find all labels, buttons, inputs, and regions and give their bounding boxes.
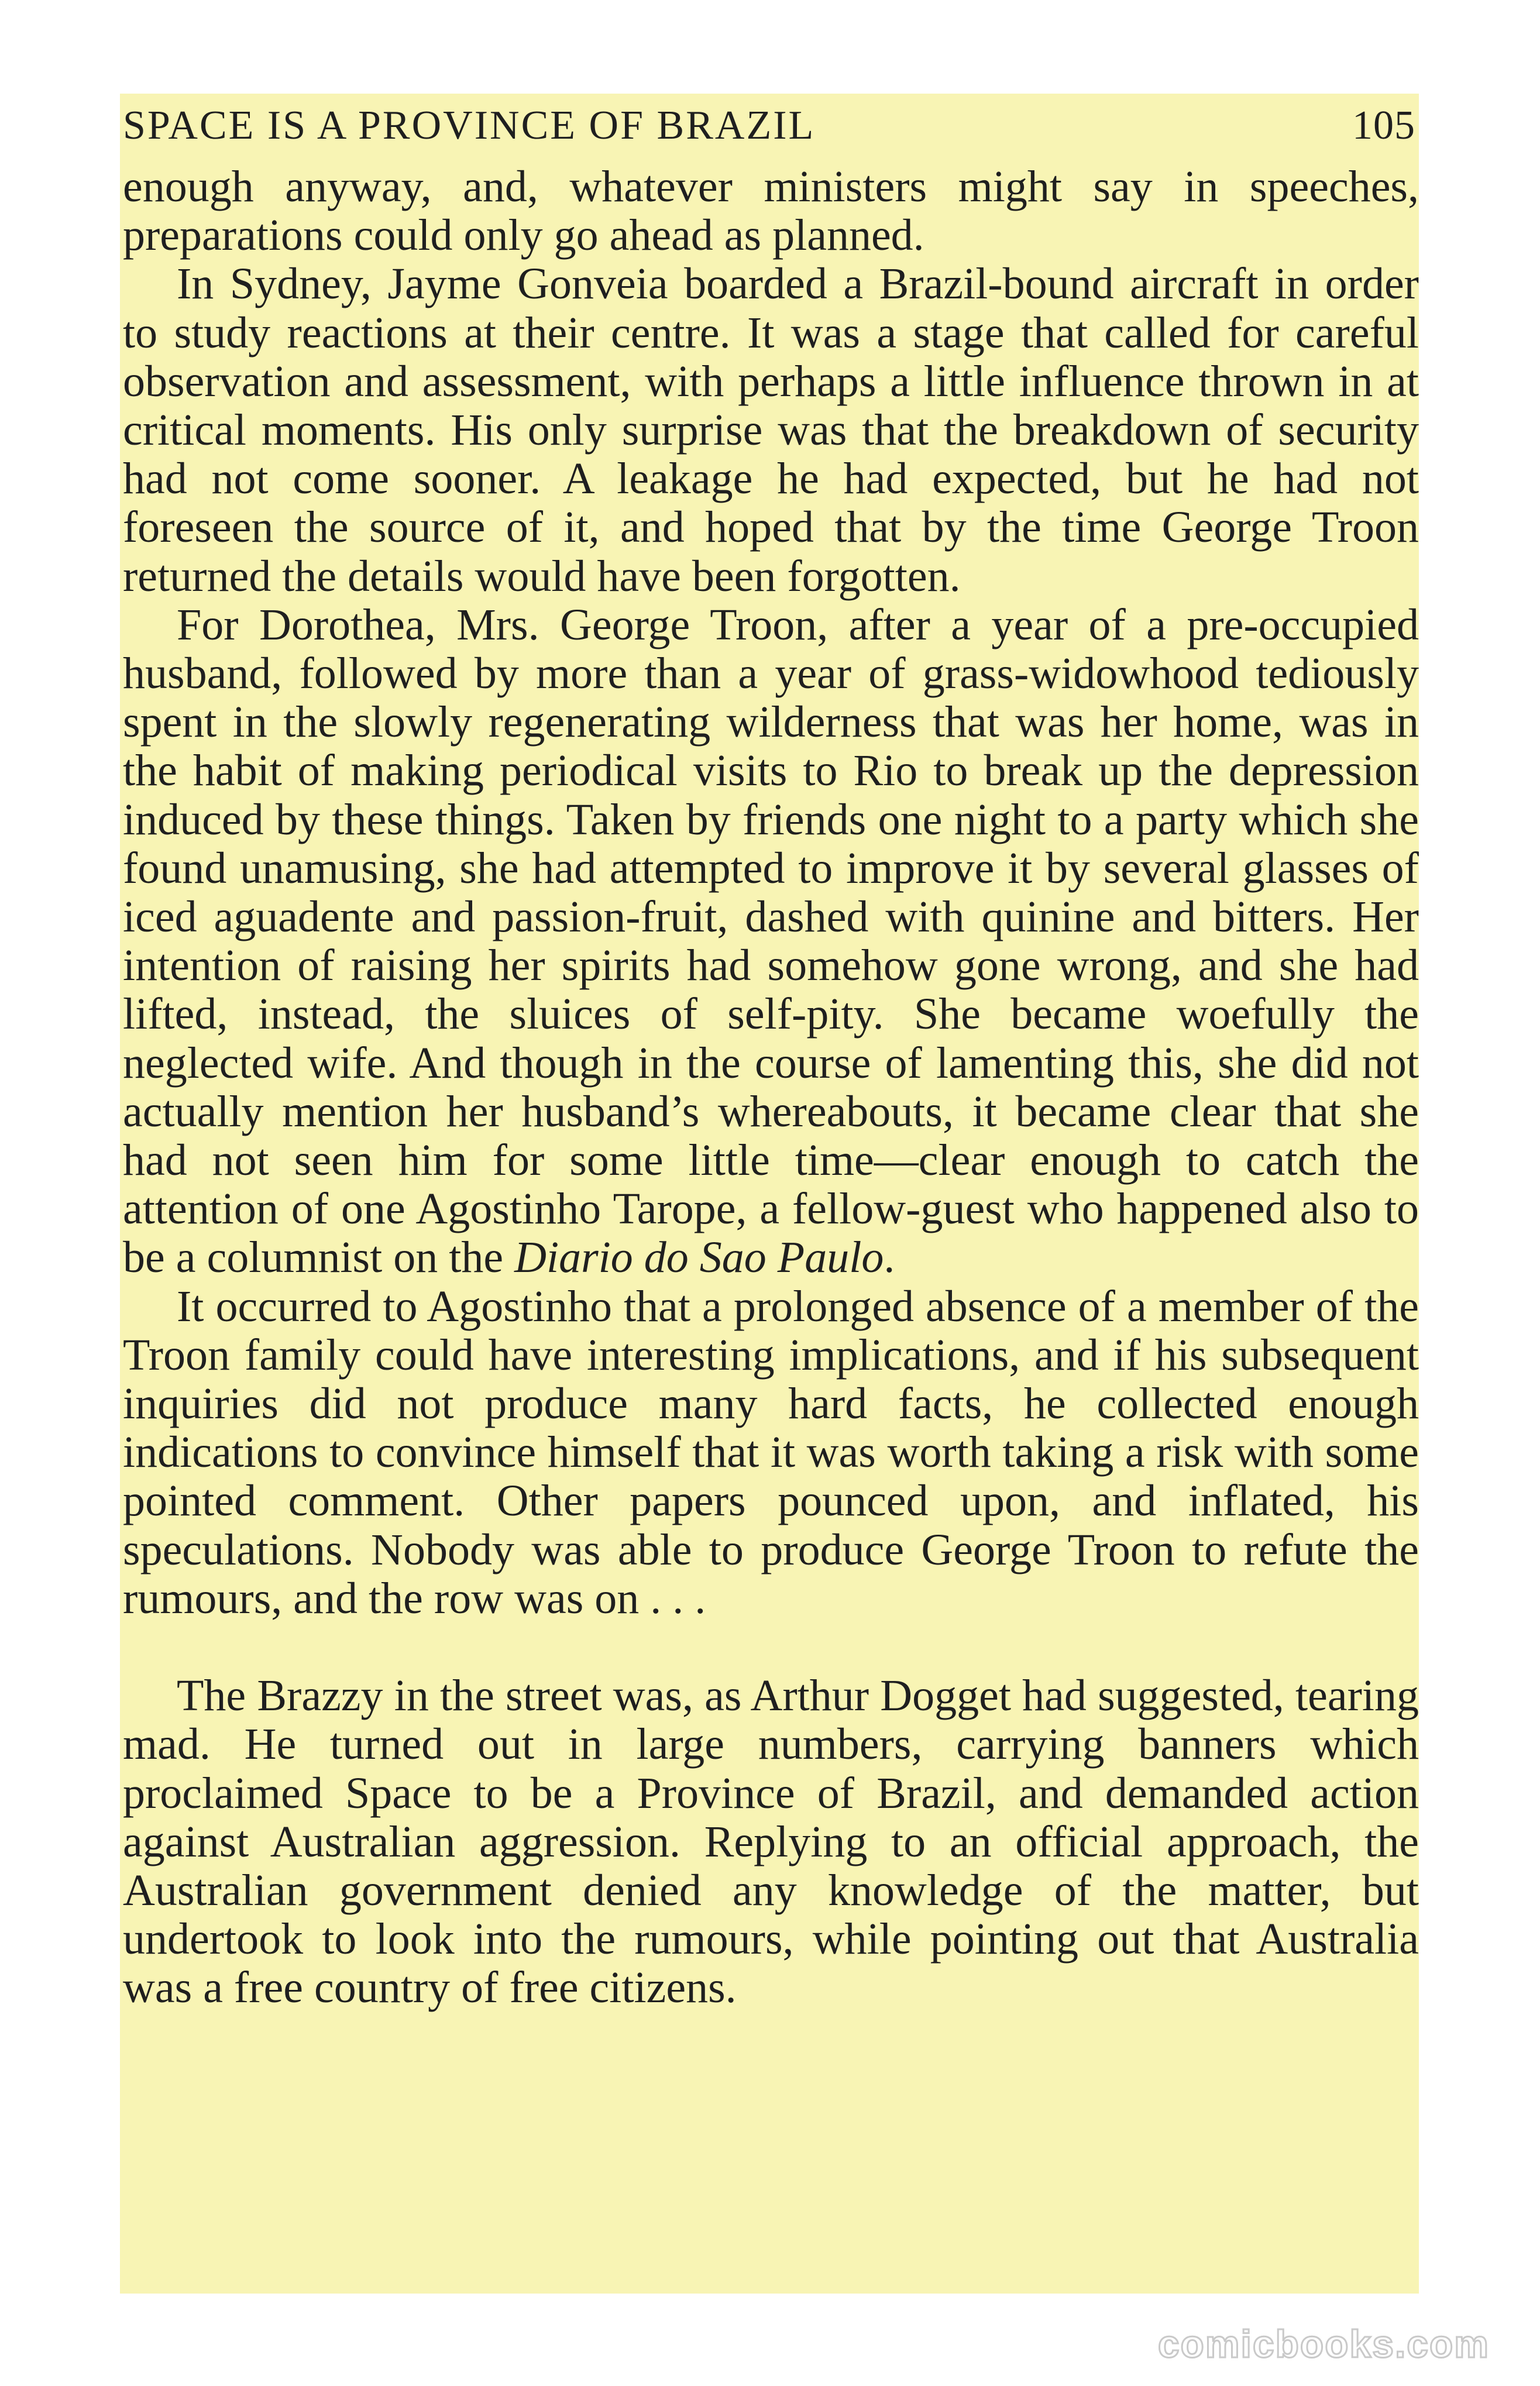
paragraph-dorothea-text: For Dorothea, Mrs. George Troon, after a year of a pre-occupied husband, followed by more than a year of grass-widowhood tediously spent in the slowly regenerating wilderness that was her home, was in the habit of making periodical visits to Rio to break up the depression induced by these things. Taken by friends one night to a party which she found unamusing, she had attempted to improve it by several glasses of iced aguadente and passion-fruit, dashed with quinine and bitters. Her intention of raising her spirits had somehow gone wrong, and she had lifted, instead, the sluices of self-pity. She became woefully the neglected wife. And though in the course of lamenting this, she did not actually mention her husband’s whereabouts, it became clear that she had not seen him for some little time—clear enough to catch the attention of one Agostinho Tarope, a fellow-guest who happened also to be a columnist on the — [123, 600, 1419, 1283]
watermark-logo: comicbooks.com — [1157, 2322, 1490, 2366]
paragraph-brazzy: The Brazzy in the street was, as Arthur Dogget had suggested, tearing mad. He turned out in large numbers, carrying banners which proclaimed Space to be a Province of Brazil, and demanded action against Australian aggression. Replying to an official approach, the Australian government denied any knowledge of the matter, but undertook to look into the rumours, while pointing out that Australia was a free country of free citizens. — [123, 1671, 1419, 2013]
body-text — [123, 163, 1419, 2013]
paragraph-dorothea — [123, 601, 1419, 1283]
running-head-title: SPACE IS A PROVINCE OF BRAZIL — [123, 103, 816, 148]
page-text-block — [123, 94, 1419, 2013]
paragraph-continued: enough anyway, and, whatever ministers might say in speeches, preparations could only go ahead as planned. — [123, 162, 1419, 260]
paragraph-dorothea-end: . — [884, 1233, 895, 1283]
newspaper-title: Diario do Sao Paulo — [514, 1233, 884, 1283]
paragraph-agostinho: It occurred to Agostinho that a prolonged absence of a member of the Troon family could have interesting implications, and if his subsequent inquiries did not produce many hard facts, he collected enough indications to convince himself that it was worth taking a risk with some pointed comment. Other papers pounced upon, and inflated, his speculations. Nobody was able to produce George Troon to refute the rumours, and the row was on . . . — [123, 1281, 1419, 1623]
running-head — [123, 94, 1419, 158]
page-number: 105 — [1352, 103, 1415, 148]
paragraph-sydney: In Sydney, Jayme Gonveia boarded a Brazil-bound aircraft in order to study reactions at their centre. It was a stage that called for careful observation and assessment, with perhaps a little influence thrown in at critical moments. His only surprise was that the breakdown of security had not come sooner. A leakage he had expected, but he had not foreseen the source of it, and hoped that by the time George Troon returned the details would have been forgotten. — [123, 259, 1419, 601]
